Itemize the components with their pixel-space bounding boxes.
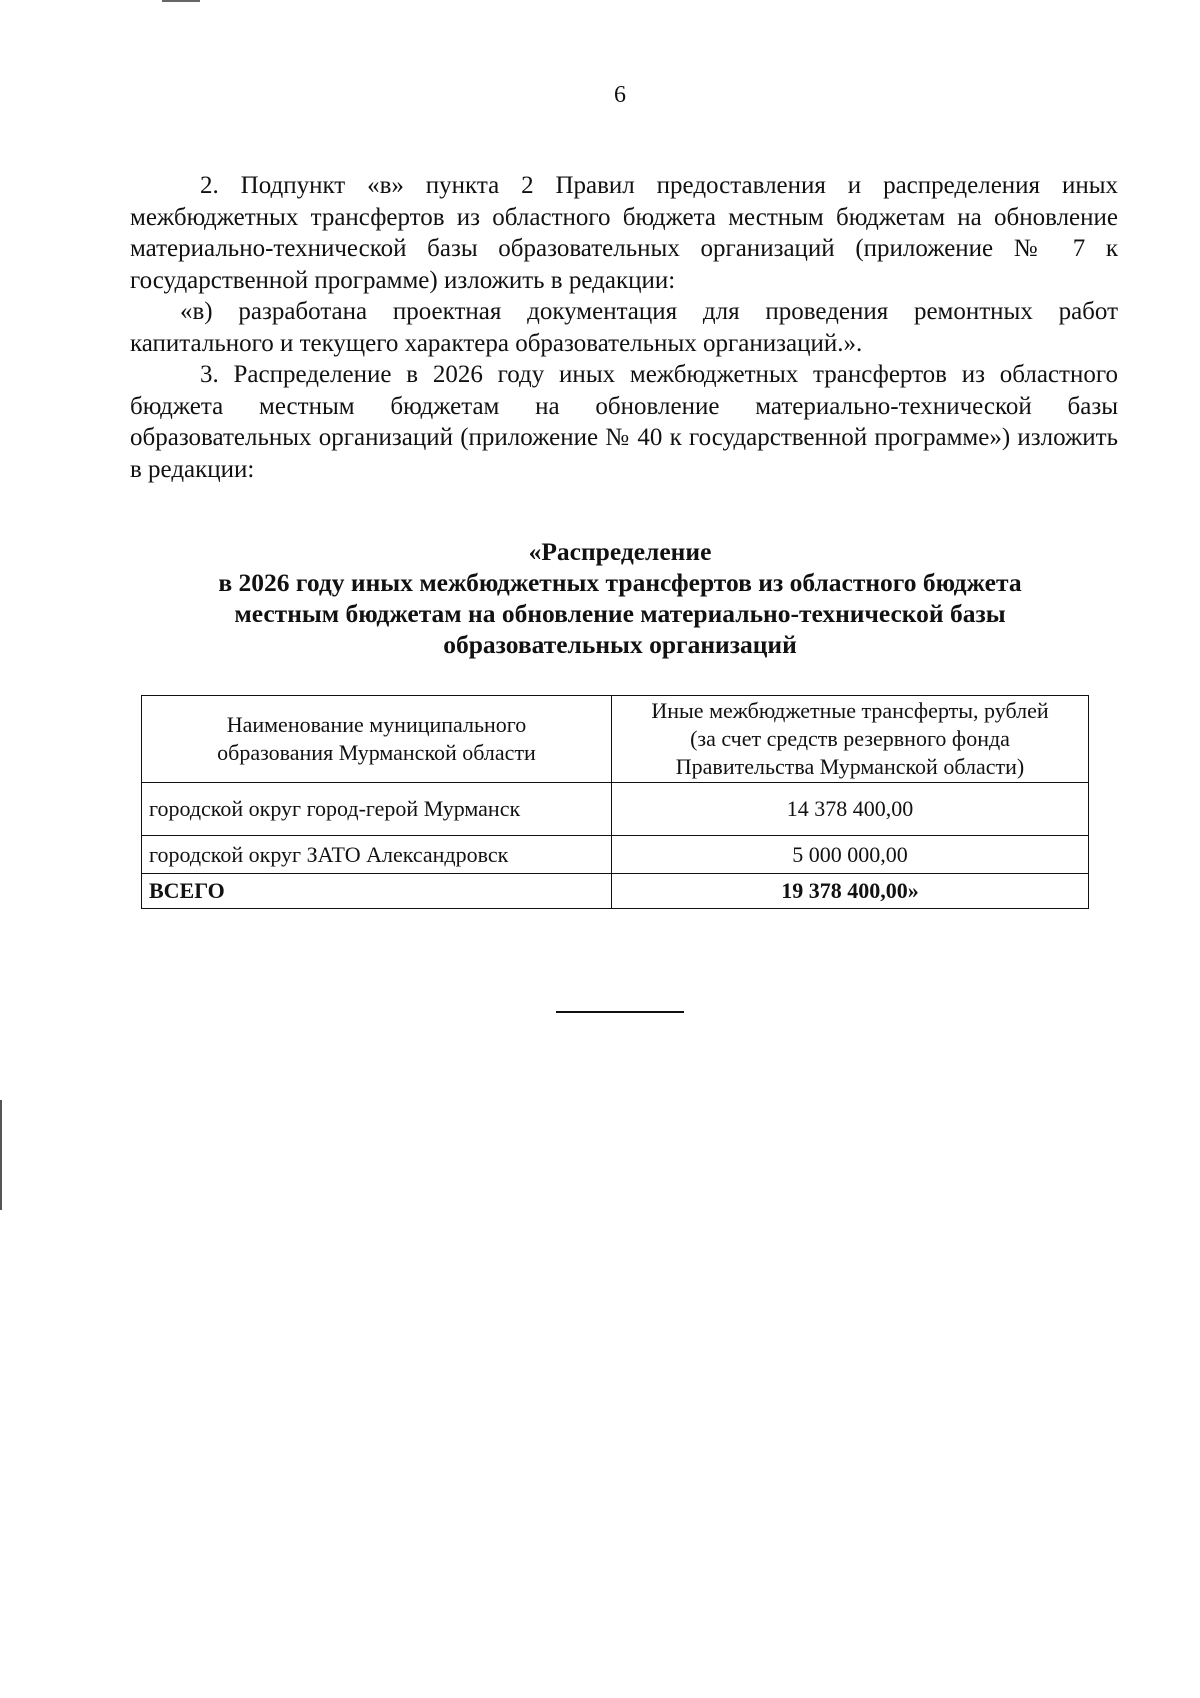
table-row xyxy=(142,783,1089,836)
table-row xyxy=(142,836,1089,874)
transfer-amount: 5 000 000,00 xyxy=(612,836,1089,874)
header-municipality: Наименование муниципального образования Мурманской области xyxy=(142,696,612,783)
table-title-line: образовательных организаций xyxy=(443,630,797,659)
body-text xyxy=(130,170,1118,485)
scan-artifact-top xyxy=(162,0,200,2)
scan-artifact-left xyxy=(0,1100,2,1210)
table-total-row xyxy=(142,874,1089,909)
distribution-table xyxy=(141,695,1089,909)
table-title-line: местным бюджетам на обновление материально-технической базы xyxy=(234,599,1006,628)
total-amount: 19 378 400,00» xyxy=(612,874,1089,909)
total-label: ВСЕГО xyxy=(142,874,612,909)
table-header-row xyxy=(142,696,1089,783)
header-transfers: Иные межбюджетные трансферты, рублей (за счет средств резервного фонда Правительства Мурманской области) xyxy=(612,696,1089,783)
paragraph-quoted-subitem: «в) разработана проектная документация для проведения ремонтных работ капитального и текущего характера образовательных организаций.». xyxy=(130,298,1118,357)
paragraph-amendment-3: 3. Распределение в 2026 году иных межбюджетных трансфертов из областного бюджета местным бюджетам на обновление материально-технической базы образовательных организаций (приложение № 40 к государственной программе») изложить в редакции: xyxy=(130,361,1118,483)
table-title-line: «Распределение xyxy=(528,537,712,566)
table-title xyxy=(140,536,1100,660)
paragraph-amendment-2: 2. Подпункт «в» пункта 2 Правил предоставления и распределения иных межбюджетных трансфертов из областного бюджета местным бюджетам на обновление материально-технической базы образовательных организаций (приложение № 7 к государственной программе) изложить в редакции: xyxy=(130,172,1118,294)
page-number: 6 xyxy=(614,82,626,108)
municipality-name: городской округ город-герой Мурманск xyxy=(142,783,612,836)
municipality-name: городской округ ЗАТО Александровск xyxy=(142,836,612,874)
transfer-amount: 14 378 400,00 xyxy=(612,783,1089,836)
table-title-line: в 2026 году иных межбюджетных трансфертов из областного бюджета xyxy=(218,568,1022,597)
end-separator-line xyxy=(556,1011,684,1013)
